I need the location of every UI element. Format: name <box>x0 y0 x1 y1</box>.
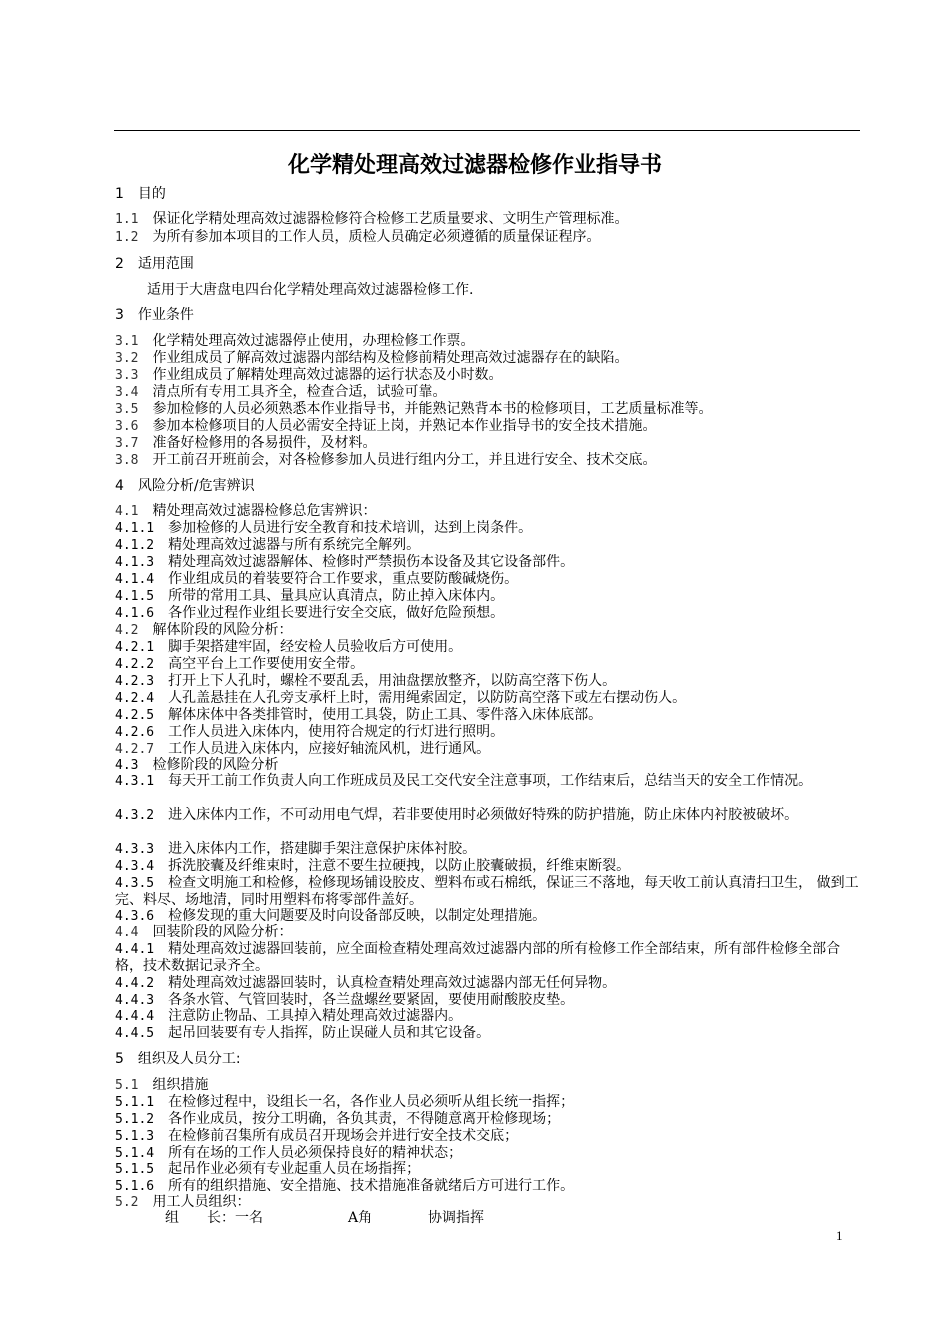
section-heading: 5 组织及人员分工: <box>115 1051 241 1067</box>
list-item: 4.4.2 精处理高效过滤器回装时，认真检查精处理高效过滤器内部无任何异物。 <box>115 975 617 991</box>
crew-shift: A角 <box>348 1210 373 1226</box>
list-item: 3.4 清点所有专用工具齐全，检查合适，试验可靠。 <box>115 384 447 400</box>
list-item: 4.3.2 进入床体内工作，不可动用电气焊，若非要使用时必须做好特殊的防护措施，防止床体内衬胶被破坏。 <box>115 807 799 823</box>
list-item: 3.1 化学精处理高效过滤器停止使用，办理检修工作票。 <box>115 333 475 349</box>
list-item: 5.1 组织措施 <box>115 1077 209 1093</box>
crew-duty: 协调指挥 <box>428 1210 484 1226</box>
list-item: 4.1.4 作业组成员的着装要符合工作要求，重点要防酸碱烧伤。 <box>115 571 519 587</box>
list-item: 3.3 作业组成员了解精处理高效过滤器的运行状态及小时数。 <box>115 367 503 383</box>
section-heading: 4 风险分析/危害辨识 <box>115 478 255 494</box>
list-item: 5.1.5 起吊作业必须有专业起重人员在场指挥； <box>115 1161 421 1177</box>
list-item: 4.1.6 各作业过程作业组长要进行安全交底，做好危险预想。 <box>115 605 505 621</box>
list-item: 4.2.5 解体床体中各类排管时，使用工具袋，防止工具、零件落入床体底部。 <box>115 707 603 723</box>
list-item: 4.1 精处理高效过滤器检修总危害辨识： <box>115 503 377 519</box>
section-heading: 2 适用范围 <box>115 256 194 272</box>
list-item: 5.1.1 在检修过程中，设组长一名，各作业人员必须听从组长统一指挥； <box>115 1094 575 1110</box>
list-item: 5.1.3 在检修前召集所有成员召开现场会并进行安全技术交底； <box>115 1128 519 1144</box>
list-item: 1.1 保证化学精处理高效过滤器检修符合检修工艺质量要求、文明生产管理标准。 <box>115 211 629 227</box>
list-item: 5.2 用工人员组织： <box>115 1194 251 1210</box>
list-item: 3.8 开工前召开班前会，对各检修参加人员进行组内分工，并且进行安全、技术交底。 <box>115 452 657 468</box>
subsection-heading: 4.4 回装阶段的风险分析： <box>115 924 293 940</box>
list-item: 4.3.4 拆洗胶囊及纤维束时，注意不要生拉硬拽，以防止胶囊破损，纤维束断裂。 <box>115 858 631 874</box>
list-item: 3.6 参加本检修项目的人员必需安全持证上岗，并熟记本作业指导书的安全技术措施。 <box>115 418 657 434</box>
list-item: 4.4.5 起吊回装要有专人指挥，防止误碰人员和其它设备。 <box>115 1025 491 1041</box>
list-item: 4.2.7 工作人员进入床体内，应接好轴流风机，进行通风。 <box>115 741 491 757</box>
header-rule <box>114 130 860 131</box>
list-item: 4.3.1 每天开工前工作负责人向工作班成员及民工交代安全注意事项，工作结束后，总结当天的安全工作情况。 <box>115 773 813 789</box>
page-number: 1 <box>836 1228 843 1243</box>
list-item: 3.2 作业组成员了解高效过滤器内部结构及检修前精处理高效过滤器存在的缺陷。 <box>115 350 629 366</box>
list-item: 3.7 准备好检修用的各易损件，及材料。 <box>115 435 377 451</box>
list-item: 4.2.1 脚手架搭建牢固，经安检人员验收后方可使用。 <box>115 639 463 655</box>
crew-role: 组 长：一名 <box>165 1210 263 1226</box>
subsection-heading: 4.2 解体阶段的风险分析： <box>115 622 293 638</box>
list-item: 5.1.4 所有在场的工作人员必须保持良好的精神状态； <box>115 1145 463 1161</box>
subsection-heading: 4.3 检修阶段的风险分析 <box>115 757 279 773</box>
document-title: 化学精处理高效过滤器检修作业指导书 <box>287 153 662 178</box>
list-item: 5.1.2 各作业成员，按分工明确，各负其责，不得随意离开检修现场； <box>115 1111 561 1127</box>
section-heading: 3 作业条件 <box>115 307 194 323</box>
list-item: 4.1.2 精处理高效过滤器与所有系统完全解列。 <box>115 537 421 553</box>
list-item: 4.2.2 高空平台上工作要使用安全带。 <box>115 656 365 672</box>
list-item: 4.2.3 打开上下人孔时，螺栓不要乱丢，用油盘摆放整齐，以防高空落下伤人。 <box>115 673 617 689</box>
list-item: 4.3.3 进入床体内工作，搭建脚手架注意保护床体衬胶。 <box>115 841 477 857</box>
list-item: 4.4.3 各条水管、气管回装时，各兰盘螺丝要紧固，要使用耐酸胶皮垫。 <box>115 992 575 1008</box>
list-item: 4.1.1 参加检修的人员进行安全教育和技术培训，达到上岗条件。 <box>115 520 533 536</box>
list-item: 4.4.1 精处理高效过滤器回装前，应全面检查精处理高效过滤器内部的所有检修工作全部结束，所有部件检修全部合格，技术数据记录齐全。 <box>115 941 841 974</box>
list-item: 5.1.6 所有的组织措施、安全措施、技术措施准备就绪后方可进行工作。 <box>115 1178 575 1194</box>
list-item: 1.2 为所有参加本项目的工作人员，质检人员确定必须遵循的质量保证程序。 <box>115 229 601 245</box>
list-item: 4.2.6 工作人员进入床体内，使用符合规定的行灯进行照明。 <box>115 724 505 740</box>
list-item: 4.3.5 检查文明施工和检修，检修现场铺设胶皮、塑料布或石棉纸，保证三不落地，每天收工前认真清扫卫生， 做到工完、料尽、场地清，同时用塑料布将零部件盖好。 <box>115 875 859 908</box>
list-item: 4.3.6 检修发现的重大问题要及时向设备部反映，以制定处理措施。 <box>115 908 547 924</box>
list-item: 4.2.4 人孔盖悬挂在人孔旁支承杆上时，需用绳索固定，以防防高空落下或左右摆动伤人。 <box>115 690 687 706</box>
list-item: 4.1.3 精处理高效过滤器解体、检修时严禁损伤本设备及其它设备部件。 <box>115 554 575 570</box>
list-item: 4.4.4 注意防止物品、工具掉入精处理高效过滤器内。 <box>115 1008 463 1024</box>
paragraph: 适用于大唐盘电四台化学精处理高效过滤器检修工作. <box>147 282 474 298</box>
list-item: 4.1.5 所带的常用工具、量具应认真清点，防止掉入床体内。 <box>115 588 505 604</box>
list-item: 3.5 参加检修的人员必须熟悉本作业指导书，并能熟记熟背本书的检修项目，工艺质量标准等。 <box>115 401 713 417</box>
section-heading: 1 目的 <box>115 186 166 202</box>
